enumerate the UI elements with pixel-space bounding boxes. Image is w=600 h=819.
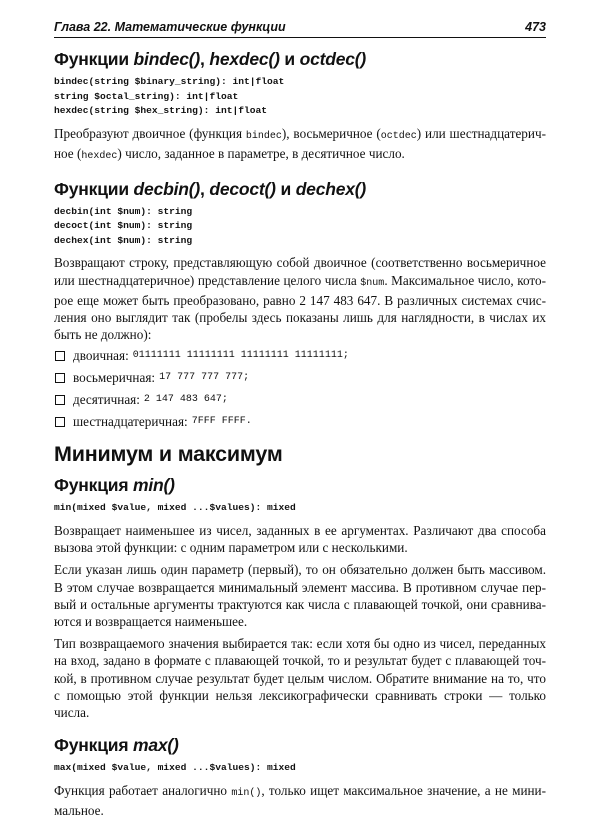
- checkbox-bullet-icon: [55, 395, 65, 405]
- paragraph: Тип возвращаемого значения выбирается так: если хотя бы одно из чисел, переданных на вход, задано в формате с плавающей точкой, то и результат будет с плавающей точ-кой, в противном случае результат будет целым числом. Обратите внимание на то, что с помощью этой функции нельзя лексикографически сравнивать строки — только числа.: [54, 636, 546, 720]
- running-header: [54, 20, 546, 38]
- checkbox-bullet-icon: [55, 351, 65, 361]
- code-line: dechex(int $num): string: [54, 234, 193, 246]
- section-heading-max: Функция max(): [54, 735, 179, 756]
- list-item: шестнадцатеричная: 7FFF FFFF.: [54, 413, 546, 430]
- paragraph: Функция работает аналогично min(), только ищет максимальное значение, а не мини-мальное.: [54, 782, 547, 818]
- code-line: hexdec(string $hex_string): int|float: [54, 105, 268, 116]
- checkbox-bullet-icon: [55, 417, 65, 427]
- section-heading-decbin: Функции decbin(), decoct() и dechex(): [54, 178, 367, 199]
- chapter-title-header: Глава 22. Математические функции: [54, 20, 286, 34]
- code-line: string $octal_string): int|float: [54, 90, 239, 102]
- list-item: восьмеричная: 17 777 777 777;: [54, 369, 546, 386]
- section-heading-bindec: Функции bindec(), hexdec() и octdec(): [54, 49, 367, 69]
- code-line: decbin(int $num): string: [54, 205, 193, 217]
- paragraph: Если указан лишь один параметр (первый), то он обязательно должен быть массивом. В этом случае возвращается минимальный элемент массива. В противном случае пер-вый и остальные аргументы трактуются как числа с плавающей точкой, они сравнива-ются и возвращается наименьшее.: [54, 562, 546, 629]
- list-item: десятичная: 2 147 483 647;: [54, 391, 546, 408]
- page: [54, 20, 546, 819]
- number-formats-list: [54, 347, 546, 430]
- chapter-heading: Минимум и максимум: [54, 442, 283, 467]
- paragraph: Возвращают строку, представляющую собой двоичное (соответственно восьмеричное или шестнадцатеричное) представление целого числа $num. Максимальное число, кото-рое еще может быть преобразовано, равно 2 147 483 647. В различных системах счис-ления оно выглядит так (пробелы здесь показаны лишь для наглядности, в числах их быть не должно):: [54, 255, 546, 343]
- code-line: bindec(string $binary_string): int|float: [54, 76, 285, 87]
- page-number: 473: [525, 20, 546, 34]
- code-line: decoct(int $num): string: [54, 220, 193, 232]
- paragraph: Преобразуют двоичное (функция bindec), восьмеричное (octdec) или шестнадцатерич-ное (hexdec) число, заданное в параметре, в десятичное число.: [54, 125, 546, 162]
- code-signatures: [54, 205, 546, 249]
- code-line: min(mixed $value, mixed ...$values): mixed: [54, 502, 296, 514]
- checkbox-bullet-icon: [55, 373, 65, 383]
- list-item: двоичная: 01111111 11111111 11111111 11111111;: [54, 347, 546, 364]
- code-signatures: [54, 75, 546, 119]
- code-line: max(mixed $value, mixed ...$values): mixed: [54, 762, 296, 774]
- paragraph: Возвращает наименьшее из чисел, заданных в ее аргументах. Различают два способа вызова этой функции: с одним параметром или с несколькими.: [54, 522, 546, 556]
- section-heading-min: Функция min(): [54, 475, 175, 496]
